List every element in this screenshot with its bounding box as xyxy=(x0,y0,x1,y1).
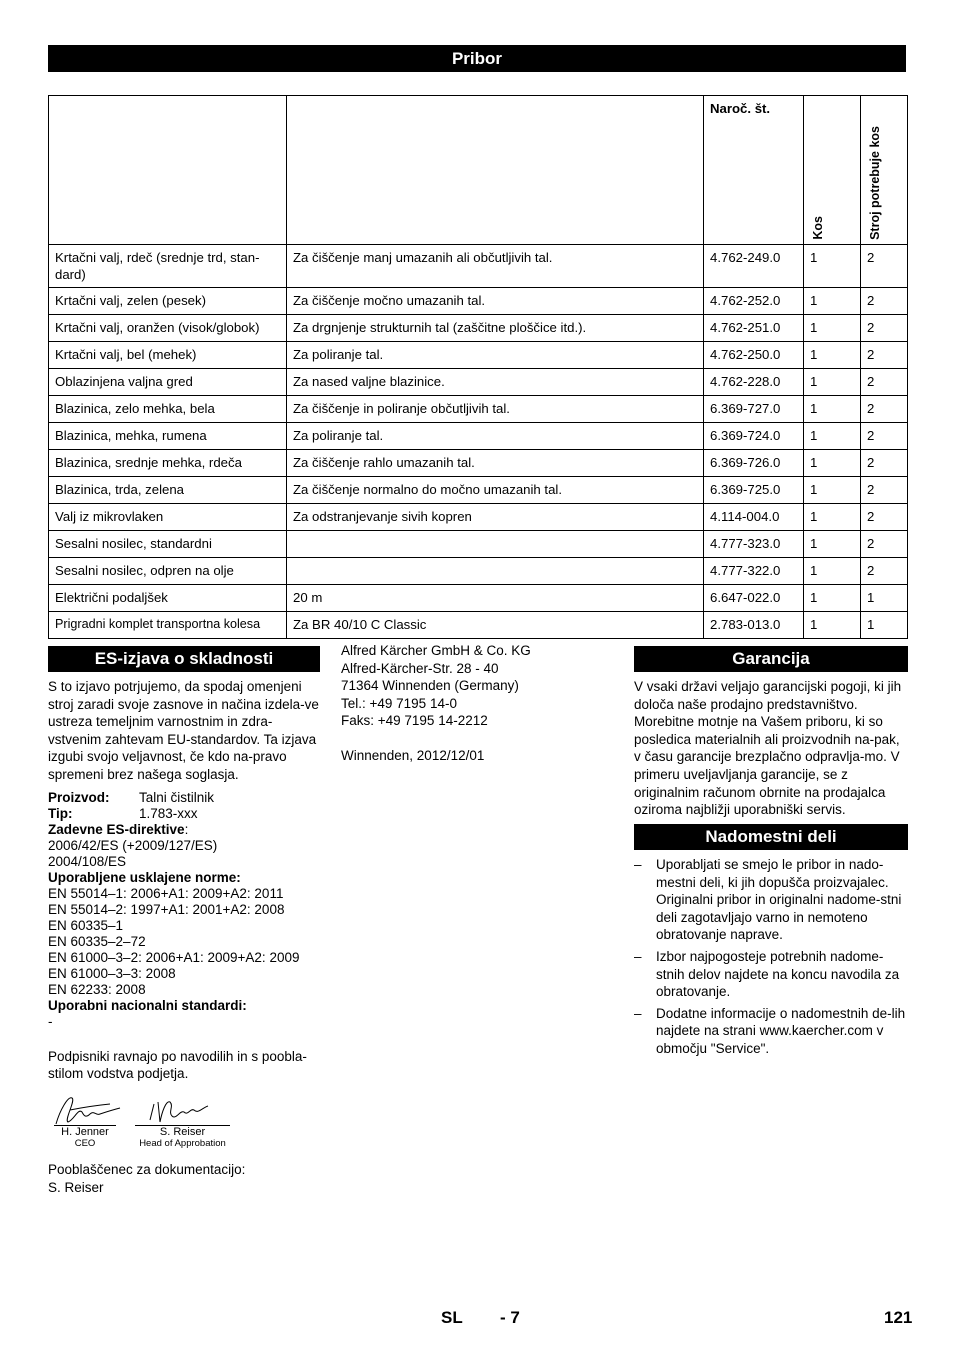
national-standards-value: - xyxy=(48,1013,53,1029)
cell-description xyxy=(287,558,704,585)
header-machine-needs xyxy=(861,96,908,245)
norm-item: EN 61000–3–3: 2008 xyxy=(48,965,176,981)
signers-note: Podpisniki ravnajo po navodilih in s poobla-stilom vodstva podjetja. xyxy=(48,1048,307,1082)
table-row xyxy=(49,531,908,558)
cell-order-number: 4.114-004.0 xyxy=(704,504,804,531)
cell-quantity: 1 xyxy=(804,369,861,396)
cell-description: Za čiščenje rahlo umazanih tal. xyxy=(287,450,704,477)
cell-order-number: 4.762-249.0 xyxy=(704,245,804,288)
cell-name: Krtačni valj, bel (mehek) xyxy=(49,342,287,369)
directives-label: Zadevne ES-direktive xyxy=(48,821,185,837)
cell-machine-needs: 2 xyxy=(861,450,908,477)
cell-description: Za odstranjevanje sivih kopren xyxy=(287,504,704,531)
spare-parts-list xyxy=(634,856,908,1062)
cell-description: 20 m xyxy=(287,585,704,612)
list-item: – Uporabljati se smejo le pribor in nado-mestni deli, ki jih dopušča proizvajalec. Originalni pribor in originalni nadome-stni deli zagotavljajo varno in nemoteno obratovanje naprave. xyxy=(634,857,902,943)
norm-item: EN 61000–3–2: 2006+A1: 2009+A2: 2009 xyxy=(48,949,300,965)
cell-quantity: 1 xyxy=(804,450,861,477)
cell-machine-needs: 2 xyxy=(861,288,908,315)
cell-machine-needs: 2 xyxy=(861,477,908,504)
table-row xyxy=(49,504,908,531)
cell-name: Krtačni valj, oranžen (visok/globok) xyxy=(49,315,287,342)
spare-item-text: Uporabljati se smejo le pribor in nado-mestni deli, ki jih dopušča proizvajalec. Originalni pribor in originalni nadome-stni deli zagotavljajo varno in nemoteno obratovanje naprave. xyxy=(656,857,902,943)
table-header-row xyxy=(49,96,908,245)
table-row xyxy=(49,369,908,396)
cell-quantity: 1 xyxy=(804,288,861,315)
national-standards-label: Uporabni nacionalni standardi: xyxy=(48,997,247,1013)
documentation-name: S. Reiser xyxy=(48,1179,104,1195)
cell-quantity: 1 xyxy=(804,612,861,639)
signer-1 xyxy=(54,1125,116,1149)
address-line: Alfred-Kärcher-Str. 28 - 40 xyxy=(341,660,499,676)
table-row xyxy=(49,477,908,504)
cell-order-number: 6.369-725.0 xyxy=(704,477,804,504)
signer-1-name: H. Jenner xyxy=(61,1126,109,1138)
manufacturer-address xyxy=(341,642,617,765)
header-quantity xyxy=(804,96,861,245)
directive-item: 2006/42/ES (+2009/127/ES) xyxy=(48,837,218,853)
es-intro: S to izjavo potrjujemo, da spodaj omenjeni stroj zaradi svoje zasnove in načina izdela-ve ustreza temeljnim varnostnim in zdra-vstvenim zahtevam EU-standardov. Ta izjava izgubi svojo veljavnost, če kdo na-pravo spremeni brez našega soglasja. xyxy=(48,679,319,782)
type-row xyxy=(48,806,324,822)
cell-description: Za čiščenje močno umazanih tal. xyxy=(287,288,704,315)
spare-item-text: Dodatne informacije o nadomestnih de-lih najdete na strani www.kaercher.com v območju "Service". xyxy=(656,1005,906,1056)
cell-quantity: 1 xyxy=(804,342,861,369)
header-machine-needs-label: Stroj potrebuje kos xyxy=(868,126,882,240)
table-row xyxy=(49,342,908,369)
cell-description: Za čiščenje normalno do močno umazanih tal. xyxy=(287,477,704,504)
cell-machine-needs: 2 xyxy=(861,245,908,288)
table-row xyxy=(49,558,908,585)
table-row xyxy=(49,585,908,612)
cell-order-number: 4.762-251.0 xyxy=(704,315,804,342)
cell-name: Blazinica, zelo mehka, bela xyxy=(49,396,287,423)
signer-1-role: CEO xyxy=(74,1138,96,1149)
cell-name: Sesalni nosilec, odpren na olje xyxy=(49,558,287,585)
cell-name: Valj iz mikrovlaken xyxy=(49,504,287,531)
cell-name: Krtačni valj, zelen (pesek) xyxy=(49,288,287,315)
address-line: Tel.: +49 7195 14-0 xyxy=(341,695,457,711)
cell-order-number: 4.762-252.0 xyxy=(704,288,804,315)
address-line: Alfred Kärcher GmbH & Co. KG xyxy=(341,643,531,658)
header-order-number: Naroč. št. xyxy=(704,96,804,245)
product-row xyxy=(48,790,324,806)
spare-item-text: Izbor najpogosteje potrebnih nadome-stnih delov najdete na koncu navodila za obratovanje. xyxy=(656,948,900,1000)
cell-machine-needs: 2 xyxy=(861,504,908,531)
cell-name: Krtačni valj, rdeč (srednje trd, stan- dard) xyxy=(49,245,287,288)
es-declaration-body xyxy=(48,678,324,1083)
list-item: – Izbor najpogosteje potrebnih nadome-stnih delov najdete na koncu navodila za obratovanje. xyxy=(634,948,900,1000)
cell-name: Prigradni komplet transportna kolesa xyxy=(49,612,287,639)
cell-machine-needs: 2 xyxy=(861,342,908,369)
cell-machine-needs: 2 xyxy=(861,396,908,423)
cell-order-number: 4.777-322.0 xyxy=(704,558,804,585)
cell-order-number: 4.762-250.0 xyxy=(704,342,804,369)
cell-quantity: 1 xyxy=(804,531,861,558)
cell-description: Za čiščenje in poliranje občutljivih tal. xyxy=(287,396,704,423)
cell-order-number: 6.369-727.0 xyxy=(704,396,804,423)
signer-2-name: S. Reiser xyxy=(159,1126,206,1138)
cell-machine-needs: 2 xyxy=(861,531,908,558)
cell-quantity: 1 xyxy=(804,585,861,612)
cell-machine-needs: 1 xyxy=(861,612,908,639)
cell-description xyxy=(287,531,704,558)
section-title-pribor: Pribor xyxy=(48,45,906,72)
header-name xyxy=(49,96,287,245)
es-declaration-heading: ES-izjava o skladnosti xyxy=(48,646,320,672)
cell-quantity: 1 xyxy=(804,504,861,531)
cell-description: Za nased valjne blazinice. xyxy=(287,369,704,396)
type-label: Tip: xyxy=(48,805,73,821)
table-row xyxy=(49,423,908,450)
cell-name: Oblazinjena valjna gred xyxy=(49,369,287,396)
table-row xyxy=(49,315,908,342)
cell-name: Sesalni nosilec, standardni xyxy=(49,531,287,558)
address-line: 71364 Winnenden (Germany) xyxy=(341,678,519,694)
cell-order-number: 4.762-228.0 xyxy=(704,369,804,396)
list-item: – Dodatne informacije o nadomestnih de-lih najdete na strani www.kaercher.com v območju "Service". xyxy=(634,1005,906,1056)
norm-item: EN 55014–2: 1997+A1: 2001+A2: 2008 xyxy=(48,901,285,917)
header-quantity-label: Kos xyxy=(811,216,825,240)
cell-order-number: 6.647-022.0 xyxy=(704,585,804,612)
cell-name: Električni podaljšek xyxy=(49,585,287,612)
cell-description: Za drgnjenje strukturnih tal (zaščitne ploščice itd.). xyxy=(287,315,704,342)
warranty-text: V vsaki državi veljajo garancijski pogoji, ki jih določa naše prodajno predstavništvo. Morebitne motnje na Vašem priboru, ki so posledica materialnih ali proizvodnih na-pak, v času garancije brezplačno odpravlja-mo. V primeru uveljavljanja garancije, se z originalnim računom obrnite na prodajalca oziroma najbližji uporabniški servis. xyxy=(634,679,902,818)
norm-item: EN 55014–1: 2006+A1: 2009+A2: 2011 xyxy=(48,885,284,901)
table-row xyxy=(49,288,908,315)
type-value: 1.783-xxx xyxy=(139,805,198,821)
norm-item: EN 60335–1 xyxy=(48,917,124,933)
cell-description: Za čiščenje manj umazanih ali občutljivih tal. xyxy=(287,245,704,288)
cell-order-number: 6.369-726.0 xyxy=(704,450,804,477)
cell-quantity: 1 xyxy=(804,245,861,288)
footer-page-number: 121 xyxy=(884,1308,913,1327)
signature-reiser-image xyxy=(146,1092,216,1128)
cell-machine-needs: 2 xyxy=(861,369,908,396)
cell-order-number: 6.369-724.0 xyxy=(704,423,804,450)
cell-name: Blazinica, trda, zelena xyxy=(49,477,287,504)
table-row xyxy=(49,450,908,477)
directive-item: 2004/108/ES xyxy=(48,853,127,869)
cell-order-number: 4.777-323.0 xyxy=(704,531,804,558)
cell-quantity: 1 xyxy=(804,315,861,342)
cell-name: Blazinica, mehka, rumena xyxy=(49,423,287,450)
cell-quantity: 1 xyxy=(804,558,861,585)
address-line: Faks: +49 7195 14-2212 xyxy=(341,713,488,729)
signature-jenner-image xyxy=(50,1090,130,1130)
directives-colon: : xyxy=(184,821,189,837)
cell-quantity: 1 xyxy=(804,477,861,504)
cell-description: Za poliranje tal. xyxy=(287,342,704,369)
signer-2-role: Head of Approbation xyxy=(139,1138,226,1149)
product-label: Proizvod: xyxy=(48,789,110,805)
cell-machine-needs: 2 xyxy=(861,315,908,342)
warranty-heading: Garancija xyxy=(634,646,908,672)
directives-label-row xyxy=(48,822,324,838)
cell-name: Blazinica, srednje mehka, rdeča xyxy=(49,450,287,477)
footer-local-page: - 7 xyxy=(500,1308,520,1327)
place-date: Winnenden, 2012/12/01 xyxy=(341,747,485,763)
cell-machine-needs: 2 xyxy=(861,423,908,450)
accessories-table xyxy=(48,95,908,639)
cell-description: Za BR 40/10 C Classic xyxy=(287,612,704,639)
norms-label: Uporabljene usklajene norme: xyxy=(48,869,241,885)
cell-machine-needs: 2 xyxy=(861,558,908,585)
cell-machine-needs: 1 xyxy=(861,585,908,612)
documentation-officer xyxy=(48,1161,324,1196)
norm-item: EN 62233: 2008 xyxy=(48,981,146,997)
product-value: Talni čistilnik xyxy=(139,789,215,805)
norm-item: EN 60335–2–72 xyxy=(48,933,146,949)
cell-description: Za poliranje tal. xyxy=(287,423,704,450)
table-row xyxy=(49,612,908,639)
footer-language: SL xyxy=(441,1308,463,1327)
cell-order-number: 2.783-013.0 xyxy=(704,612,804,639)
spare-parts-heading: Nadomestni deli xyxy=(634,824,908,850)
documentation-label: Pooblaščenec za dokumentacijo: xyxy=(48,1162,246,1177)
table-row xyxy=(49,396,908,423)
table-row xyxy=(49,245,908,288)
cell-quantity: 1 xyxy=(804,423,861,450)
signer-2 xyxy=(135,1125,230,1149)
header-description xyxy=(287,96,704,245)
cell-quantity: 1 xyxy=(804,396,861,423)
